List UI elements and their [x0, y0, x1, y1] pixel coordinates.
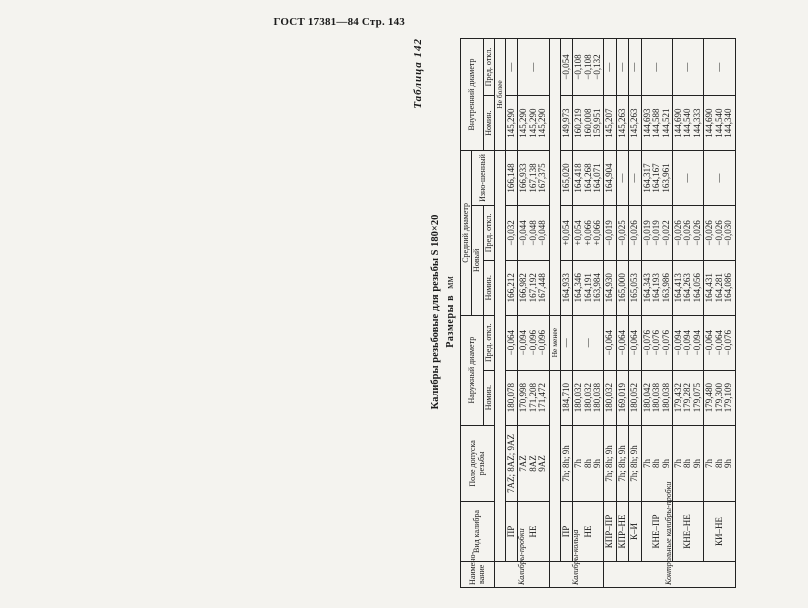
cell-pd-nom: 164,343 164,193 163,986 — [641, 260, 672, 315]
cell-tol: 7h; 8h; 9h — [604, 425, 616, 502]
cell-id-dev: — — [518, 39, 549, 96]
cell-id-dev: — — [616, 39, 628, 96]
cell-pd-nom: 164,346 164,191 163,984 — [573, 260, 604, 315]
table-number: Таблица 142 — [412, 38, 424, 109]
cell-id-nom: 160,219 160,008 159,951 — [573, 96, 604, 151]
table-row — [673, 39, 704, 588]
table-row — [704, 39, 735, 588]
cell-id-dev: — — [629, 39, 641, 96]
cell-pd-worn: 164,317 164,167 163,961 — [641, 151, 672, 206]
cell-pd-nom: 164,933 — [560, 260, 572, 315]
header-id-nominal: Номин. — [483, 96, 494, 151]
cell-pd-worn: — — [629, 151, 641, 206]
cell-id-dev: — — [604, 39, 616, 96]
cell-pd-dev: −0,019 −0,019 −0,022 — [641, 205, 672, 260]
cell-pd-worn: 164,418 164,268 164,071 — [573, 151, 604, 206]
table-row — [560, 39, 572, 588]
cell-pd-dev: −0,019 — [604, 205, 616, 260]
cell-id-nom: 145,263 — [629, 96, 641, 151]
cell-od-nom: 179,480 179,300 179,109 — [704, 370, 735, 425]
cell-id-nom: 145,263 — [616, 96, 628, 151]
header-new: Новый — [472, 205, 483, 315]
cell-od-nom: 180,042 180,038 180,038 — [641, 370, 672, 425]
cell-type: ПР — [506, 502, 518, 561]
group-control: Контрольные калибры-пробки — [604, 561, 735, 587]
cell-id-dev: — — [704, 39, 735, 96]
cell-tol: 7h 8h 9h — [704, 425, 735, 502]
header-name: Наимено-вание — [461, 561, 495, 587]
header-gauge-type: Вид калибра — [461, 502, 495, 561]
cell-pd-dev: −0,025 — [616, 205, 628, 260]
cell-od-nom: 184,710 — [560, 370, 572, 425]
cell-pd-dev: +0,054 +0,066 +0,066 — [573, 205, 604, 260]
note-row-outer — [549, 39, 560, 588]
cell-od-nom: 180,032 180,032 180,038 — [573, 370, 604, 425]
cell-pd-worn: — — [616, 151, 628, 206]
table-caption: Калибры резьбовые для резьбы S 180×20 — [430, 214, 441, 410]
cell-type: НЕ — [573, 502, 604, 561]
cell-type: КНЕ–НЕ — [673, 502, 704, 561]
cell-id-dev: — — [641, 39, 672, 96]
note-not-more-inner: Не более — [495, 39, 506, 151]
cell-type: КНЕ–ПР — [641, 502, 672, 561]
cell-od-nom: 169,019 — [616, 370, 628, 425]
header-worn: Изно-шенный — [472, 151, 495, 206]
cell-tol: 7h 8h 9h — [641, 425, 672, 502]
cell-od-dev: −0,094 −0,096 −0,096 — [518, 315, 549, 370]
cell-pd-worn: — — [673, 151, 704, 206]
group-plugs: Калибры-пробки — [495, 561, 550, 587]
table-row — [518, 39, 549, 588]
cell-od-dev: −0,076 −0,076 −0,076 — [641, 315, 672, 370]
cell-type: К–И — [629, 502, 641, 561]
header-row-1 — [461, 39, 472, 588]
cell-id-nom: 145,290 145,290 145,290 — [518, 96, 549, 151]
cell-id-nom: 149,973 — [560, 96, 572, 151]
cell-type: ПР — [560, 502, 572, 561]
header-pd-limit: Пред. откл. — [483, 205, 494, 260]
header-outer-diameter: Наружный диаметр — [461, 315, 484, 425]
cell-tol: 7AZ 8AZ 9AZ — [518, 425, 549, 502]
table-subcaption — [445, 32, 456, 592]
cell-pd-nom: 165,000 — [616, 260, 628, 315]
header-od-limit: Пред. откл. — [483, 315, 494, 370]
header-inner-diameter: Внутренний диаметр — [461, 39, 484, 151]
cell-od-dev: −0,094 −0,094 −0,094 — [673, 315, 704, 370]
cell-pd-worn: 166,148 — [506, 151, 518, 206]
cell-id-dev: −0,108 −0,108 −0,132 — [573, 39, 604, 96]
cell-id-nom: 144,690 144,540 144,333 — [673, 96, 704, 151]
cell-pd-worn: — — [704, 151, 735, 206]
cell-id-nom: 144,693 144,588 144,521 — [641, 96, 672, 151]
note-row-inner — [495, 39, 506, 588]
cell-pd-dev: −0,044 −0,048 −0,048 — [518, 205, 549, 260]
cell-pd-dev: −0,026 — [629, 205, 641, 260]
cell-od-dev: −0,064 — [604, 315, 616, 370]
cell-id-nom: 144,690 144,540 144,340 — [704, 96, 735, 151]
cell-pd-nom: 164,413 164,263 164,056 — [673, 260, 704, 315]
page-header: ГОСТ 17381—84 Стр. 143 — [273, 16, 405, 28]
cell-id-nom: 145,207 — [604, 96, 616, 151]
table-row — [506, 39, 518, 588]
cell-od-nom: 180,078 — [506, 370, 518, 425]
cell-type: КПР–НЕ — [616, 502, 628, 561]
cell-od-dev: — — [560, 315, 572, 370]
cell-type: НЕ — [518, 502, 549, 561]
cell-type: КПР–ПР — [604, 502, 616, 561]
group-rings: Калибры-кольца — [549, 561, 604, 587]
header-pd-nominal: Номин. — [483, 260, 494, 315]
cell-pd-nom: 165,053 — [629, 260, 641, 315]
cell-tol: 7h 8h 9h — [573, 425, 604, 502]
cell-od-dev: — — [573, 315, 604, 370]
cell-od-nom: 179,432 179,282 179,075 — [673, 370, 704, 425]
cell-pd-worn: 166,933 167,138 167,375 — [518, 151, 549, 206]
cell-pd-dev: −0,032 — [506, 205, 518, 260]
cell-od-nom: 180,032 — [604, 370, 616, 425]
header-pitch-diameter: Средний диаметр — [461, 151, 472, 316]
cell-od-nom: 170,998 171,208 171,472 — [518, 370, 549, 425]
rotated-table-page — [408, 32, 808, 592]
cell-tol: 7h; 8h; 9h — [616, 425, 628, 502]
cell-tol: 7h 8h 9h — [673, 425, 704, 502]
cell-od-dev: −0,064 — [629, 315, 641, 370]
cell-od-dev: −0,064 −0,064 −0,076 — [704, 315, 735, 370]
cell-pd-worn: 164,904 — [604, 151, 616, 206]
cell-id-dev: −0,054 — [560, 39, 572, 96]
table-row — [629, 39, 641, 588]
cell-od-nom: 180,052 — [629, 370, 641, 425]
cell-tol: 7AZ; 8AZ; 9AZ — [506, 425, 518, 502]
cell-pd-dev: −0,026 −0,026 −0,026 — [673, 205, 704, 260]
cell-pd-nom: 164,930 — [604, 260, 616, 315]
cell-pd-worn: 165,020 — [560, 151, 572, 206]
table-row — [573, 39, 604, 588]
table-row — [604, 39, 616, 588]
cell-pd-nom: 164,431 164,281 164,086 — [704, 260, 735, 315]
cell-pd-dev: +0,054 — [560, 205, 572, 260]
header-tolerance-field: Поле допуска резьбы — [461, 425, 495, 502]
cell-od-dev: −0,064 — [616, 315, 628, 370]
subcaption-text: Размеры в — [445, 294, 456, 348]
header-od-nominal: Номин. — [483, 370, 494, 425]
note-not-more-outer: Не менее — [549, 315, 560, 370]
header-id-limit: Пред. откл. — [483, 39, 494, 96]
cell-id-dev: — — [673, 39, 704, 96]
table-row — [616, 39, 628, 588]
cell-od-dev: −0,064 — [506, 315, 518, 370]
cell-type: КИ–НЕ — [704, 502, 735, 561]
unit-label: мм — [445, 276, 456, 289]
cell-id-dev: — — [506, 39, 518, 96]
cell-pd-nom: 166,212 — [506, 260, 518, 315]
cell-pd-dev: −0,026 −0,026 −0,030 — [704, 205, 735, 260]
cell-tol: 7h; 8h; 9h — [560, 425, 572, 502]
cell-tol: 7h; 8h; 9h — [629, 425, 641, 502]
gauge-table — [460, 38, 736, 588]
cell-pd-nom: 166,982 167,192 167,448 — [518, 260, 549, 315]
cell-id-nom: 145,290 — [506, 96, 518, 151]
